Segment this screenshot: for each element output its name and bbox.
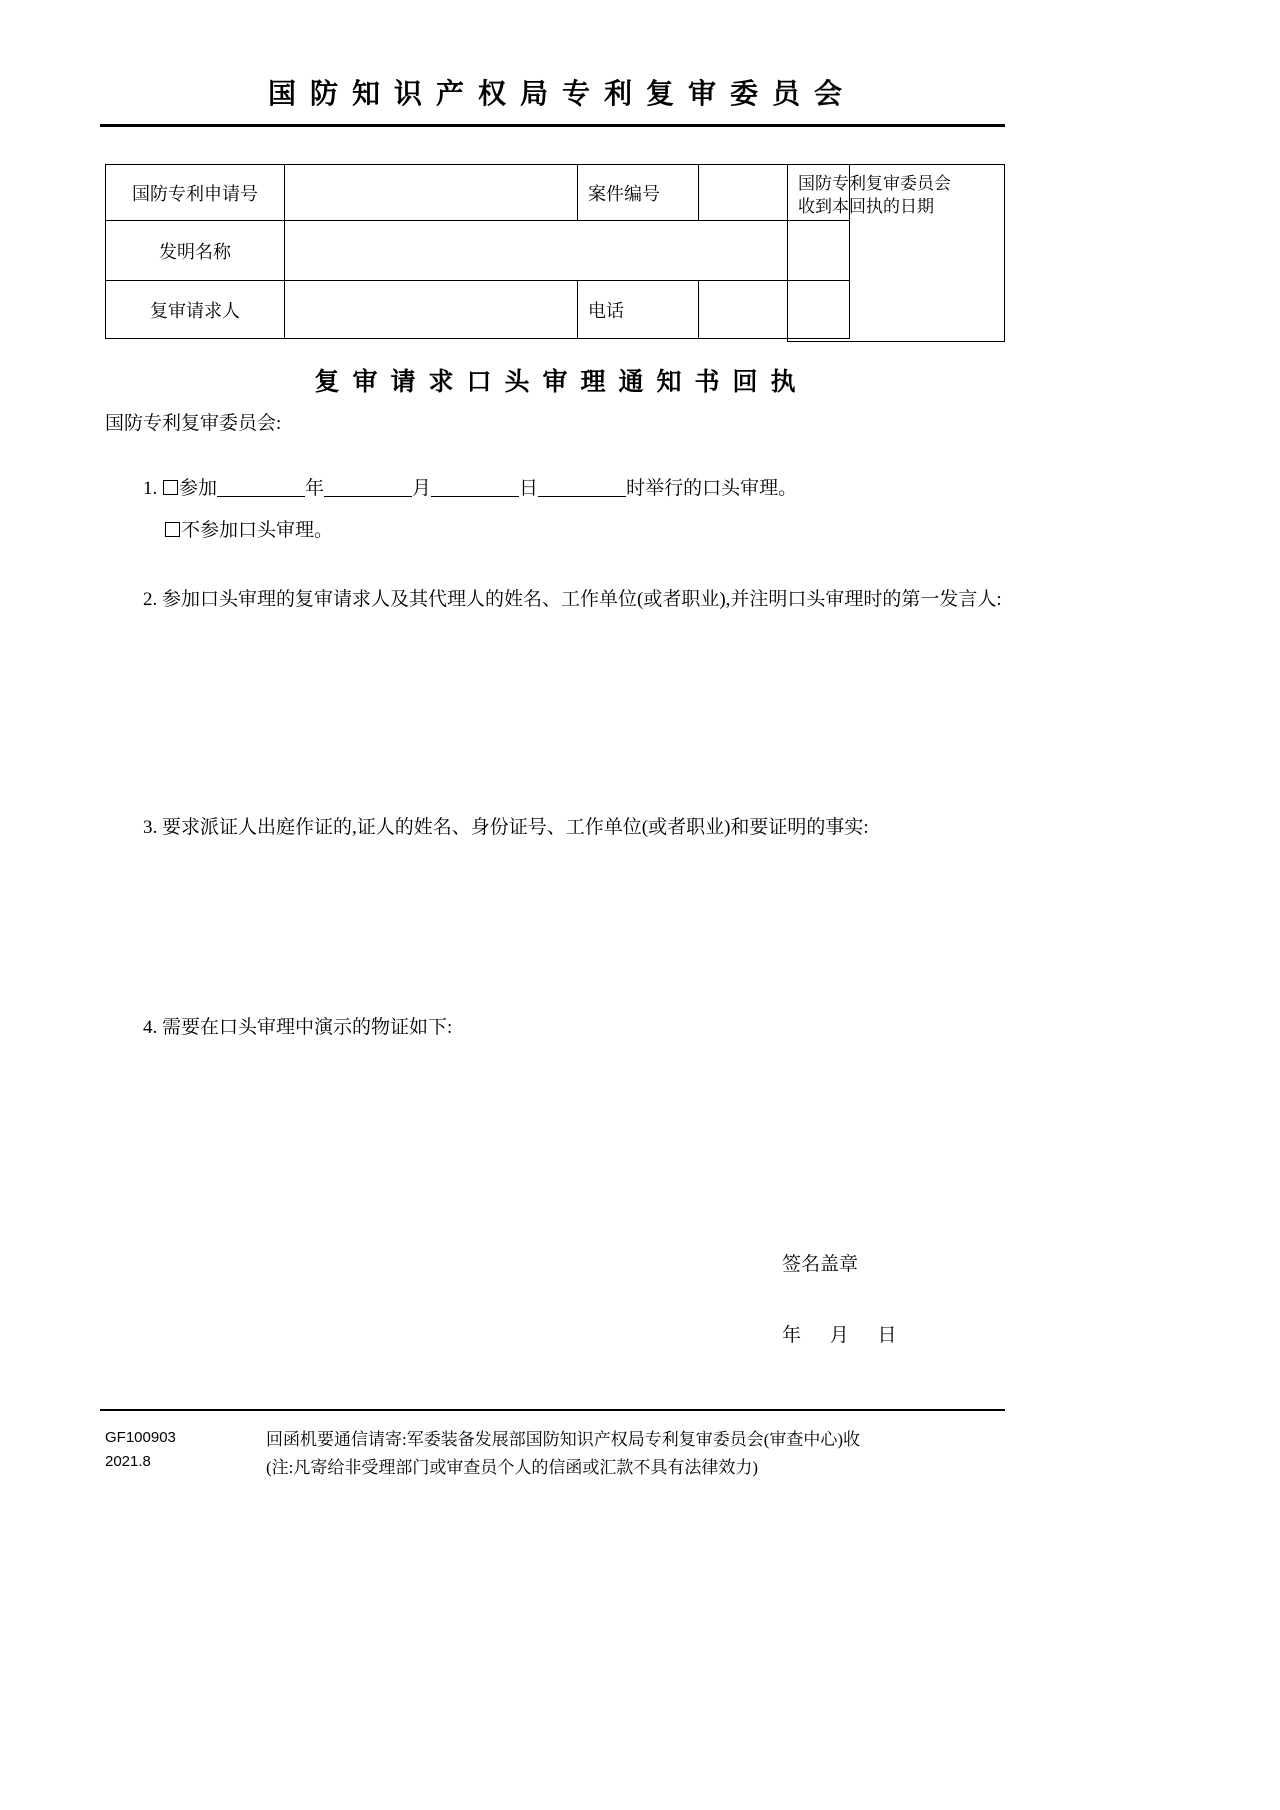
header-divider (100, 124, 1005, 127)
item-4-text: 4. 需要在口头审理中演示的物证如下: (143, 1017, 453, 1038)
item-2-text: 2. 参加口头审理的复审请求人及其代理人的姓名、工作单位(或者职业),并注明口头审理时的第一发言人: (143, 589, 1002, 610)
item-1-not-attend-option (164, 515, 333, 542)
item-3-text: 3. 要求派证人出庭作证的,证人的姓名、身份证号、工作单位(或者职业)和要证明的事实: (143, 817, 869, 838)
date-box-line1: 国防专利复审委员会 (798, 174, 951, 193)
blank-year[interactable] (217, 479, 305, 497)
unit-year: 年 (305, 478, 325, 499)
checkbox-attend[interactable] (163, 480, 178, 495)
checkbox-not-attend[interactable] (165, 522, 180, 537)
applicant-info-table (105, 164, 850, 339)
table-row (106, 281, 850, 339)
blank-day[interactable] (431, 479, 519, 497)
page-title: 复审请求口头审理通知书回执 (314, 368, 809, 396)
organization-title: 国防知识产权局专利复审委员会 (267, 78, 856, 109)
label-application-number: 国防专利申请号 (106, 165, 285, 221)
footer-note-block (266, 1426, 860, 1482)
form-code: GF100903 (105, 1429, 176, 1446)
item-1-option-b-label: 不参加口头审理。 (181, 520, 334, 541)
table-row (106, 221, 850, 281)
date-box-line2: 收到本回执的日期 (798, 196, 934, 216)
unit-hour-suffix: 时举行的口头审理。 (626, 478, 798, 499)
label-case-number: 案件编号 (578, 165, 699, 221)
receipt-date-box[interactable] (787, 164, 1005, 342)
item-1-number: 1. (143, 478, 158, 499)
blank-hour[interactable] (538, 479, 626, 497)
salutation: 国防专利复审委员会: (105, 413, 282, 434)
footer-note-line1: 回函机要通信请寄:军委装备发展部国防知识产权局专利复审委员会(审查中心)收 (266, 1430, 861, 1449)
signature-date-line: 年 月 日 (782, 1325, 909, 1346)
unit-month: 月 (412, 478, 432, 499)
item-1-prefix: 参加 (179, 478, 218, 499)
form-code-block (105, 1426, 176, 1474)
label-telephone: 电话 (578, 281, 699, 339)
label-invention-title: 发明名称 (106, 221, 285, 281)
blank-month[interactable] (324, 479, 412, 497)
label-petitioner: 复审请求人 (106, 281, 285, 339)
signature-label: 签名盖章 (782, 1254, 859, 1275)
value-invention-title[interactable] (285, 221, 850, 281)
form-date: 2021.8 (105, 1453, 151, 1470)
footer-divider (100, 1409, 1005, 1411)
footer-note-line2: (注:凡寄给非受理部门或审查员个人的信函或汇款不具有法律效力) (266, 1458, 759, 1478)
item-1-attend-option (143, 473, 797, 500)
table-row (106, 165, 850, 221)
value-application-number[interactable] (285, 165, 578, 221)
unit-day: 日 (519, 478, 539, 499)
value-petitioner[interactable] (285, 281, 578, 339)
